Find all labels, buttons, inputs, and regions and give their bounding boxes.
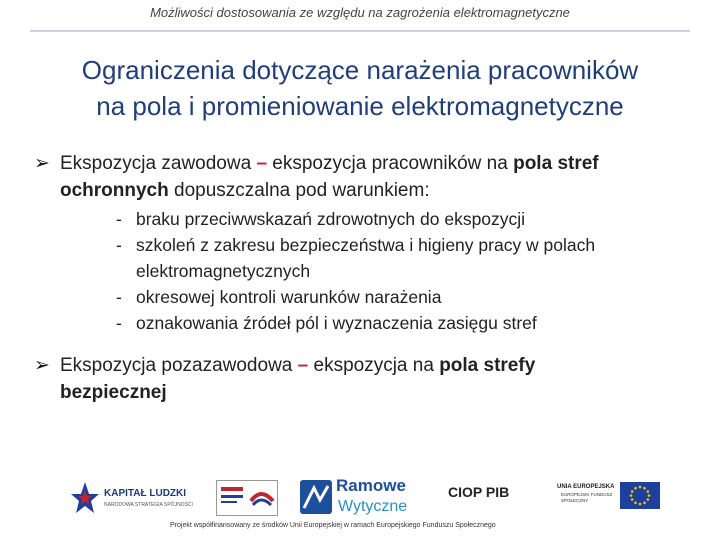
ciop-emblem [216, 480, 278, 516]
star-icon [70, 480, 100, 516]
title-line-1: Ograniczenia dotyczące narażenia pracowników [81, 55, 639, 85]
eu-text-logo [557, 476, 617, 516]
funding-note: Projekt współfinansowany ze środków Unii Europejskiej w ramach Europejskiego Funduszu Społecznego [170, 522, 496, 529]
kapital-ludzki-logo [70, 478, 193, 520]
header-divider [30, 30, 690, 32]
list-item: - oznakowania źródeł pól i wyznaczenia zasięgu stref [116, 310, 694, 336]
arrow-bullet-icon: ➢ [34, 153, 50, 174]
conditions-list [116, 206, 694, 336]
bullet2-term: Ekspozycja pozazawodowa [60, 355, 293, 376]
slide-content [34, 150, 694, 406]
bullet2-bold-a: pola strefy [439, 355, 536, 376]
header-title: Możliwości dostosowania ze względu na zagrożenia elektromagnetyczne [150, 5, 570, 20]
bullet1-bold-a: pola [513, 153, 553, 174]
slide-title [20, 52, 700, 124]
ramowe-subtitle: Wytyczne [338, 498, 408, 515]
bullet1-dash: – [256, 153, 268, 174]
bullet1-text-b: dopuszczalna pod warunkiem: [174, 180, 430, 201]
bullet1-bold-b: stref ochronnych [60, 153, 599, 201]
eu-subtitle: EUROPEJSKI FUNDUSZ SPOŁECZNY [561, 492, 613, 503]
bullet1-text-a: ekspozycja pracowników na [272, 153, 508, 174]
bullet2-text-a: ekspozycja na [313, 355, 434, 376]
bullet2-dash: – [297, 355, 309, 376]
slide-header [0, 0, 720, 30]
list-item: - szkoleń z zakresu bezpieczeństwa i higieny pracy w polach elektromagnetycznych [116, 232, 694, 284]
ramowe-icon [298, 476, 334, 520]
ramowe-wytyczne-logo [298, 474, 428, 522]
list-item: - braku przeciwwskazań zdrowotnych do ekspozycji [116, 206, 694, 232]
bullet-non-occupational [34, 352, 694, 406]
ciop-emblem-icon [217, 481, 277, 515]
ramowe-title: Ramowe [336, 476, 406, 495]
arrow-bullet-icon: ➢ [34, 355, 50, 376]
bullet2-bold-b: bezpiecznej [60, 382, 167, 403]
ciop-pib-logo: CIOP PIB [448, 484, 510, 500]
bullet-occupational [34, 150, 694, 336]
bullet1-term: Ekspozycja zawodowa [60, 153, 252, 174]
list-item: - okresowej kontroli warunków narażenia [116, 284, 694, 310]
eu-flag-icon [620, 482, 660, 509]
eu-title: UNIA EUROPEJSKA [557, 484, 615, 490]
kapital-title: KAPITAŁ LUDZKI [104, 488, 187, 499]
kapital-subtitle: NARODOWA STRATEGIA SPÓJNOŚCI [104, 502, 193, 508]
title-line-2: na pola i promieniowanie elektromagnetyczne [96, 91, 624, 121]
footer-logos [60, 470, 680, 536]
